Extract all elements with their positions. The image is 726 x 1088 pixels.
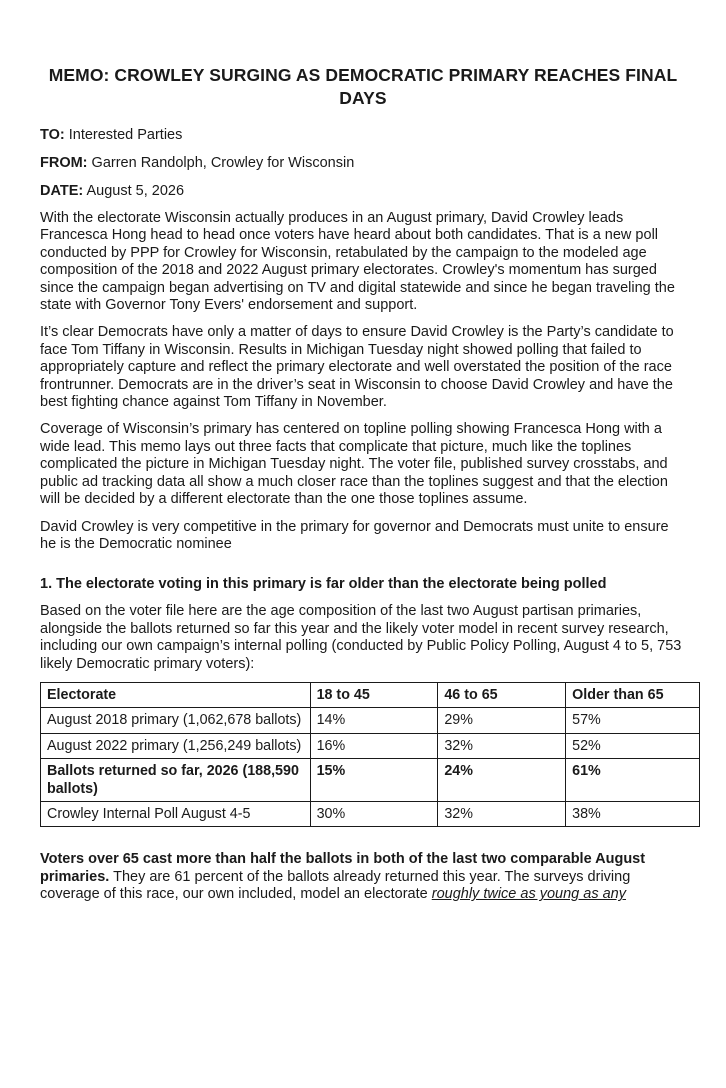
- paragraph-michigan: It’s clear Democrats have only a matter of days to ensure David Crowley is the Party’s candidate to face Tom Tiffany in Wisconsin. Results in Michigan Tuesday night showed polling that failed to appropriately capture and reflect the primary electorate and well overstated the position of the race frontrunner. Democrats are in the driver’s seat in Wisconsin to choose David Crowley and have the best fighting chance against Tom Tiffany in November.: [40, 324, 674, 411]
- table-row: [41, 801, 700, 826]
- age-composition-table: [40, 682, 700, 827]
- table-cell: 57%: [566, 708, 700, 733]
- table-cell: Ballots returned so far, 2026 (188,590 ballots): [41, 759, 311, 802]
- closing-text: They are 61 percent of the ballots already returned this year. The surveys driving coverage of this race, our own included, model an electorate: [40, 868, 631, 903]
- table-cell: August 2018 primary (1,062,678 ballots): [41, 708, 311, 733]
- section-1-intro: Based on the voter file here are the age composition of the last two August partisan primaries, alongside the ballots returned so far this year and the likely voter model in recent survey research, including our own campaign’s internal polling (conducted by Public Policy Polling, August 4 to 5, 753 likely Democratic primary voters):: [40, 603, 682, 672]
- to-label: TO:: [40, 127, 65, 143]
- table-cell: 52%: [566, 733, 700, 758]
- memo-page: [0, 64, 726, 1088]
- from-value: Garren Randolph, Crowley for Wisconsin: [87, 155, 355, 171]
- memo-title: MEMO: CROWLEY SURGING AS DEMOCRATIC PRIMARY REACHES FINAL DAYS: [48, 65, 678, 108]
- paragraph-conclusion: David Crowley is very competitive in the primary for governor and Democrats must unite to ensure he is the Democratic nominee: [40, 518, 669, 552]
- memo-from-line: [40, 154, 686, 172]
- table-cell: 30%: [310, 801, 438, 826]
- date-label: DATE:: [40, 183, 84, 199]
- table-cell: 32%: [438, 733, 566, 758]
- table-cell: 14%: [310, 708, 438, 733]
- table-cell: 16%: [310, 733, 438, 758]
- closing-bold-text: Voters over 65 cast more than half the ballots in both of the last two comparable August primaries.: [40, 851, 646, 885]
- paragraph-lead: With the electorate Wisconsin actually produces in an August primary, David Crowley leads Francesca Hong head to head once voters have heard about both candidates. That is a new poll conducted by PPP for Crowley for Wisconsin, retabulated by the campaign to the modeled age composition of the 2018 and 2022 August primary electorates. Crowley's momentum has surged since the campaign began advertising on TV and digital statewide and since he began traveling the state with Governor Tony Evers' endorsement and support.: [40, 210, 675, 314]
- header-46-to-65: 46 to 65: [438, 682, 566, 707]
- from-label: FROM:: [40, 155, 88, 171]
- table-row: [41, 733, 700, 758]
- table-header-row: [41, 682, 700, 707]
- table-cell: 32%: [438, 801, 566, 826]
- table-cell: 29%: [438, 708, 566, 733]
- table-row-highlight: [41, 759, 700, 802]
- memo-date-line: [40, 182, 686, 200]
- paragraph-coverage: Coverage of Wisconsin’s primary has centered on topline polling showing Francesca Hong with a wide lead. This memo lays out three facts that complicate that picture, much like the toplines complicated the picture in Michigan Tuesday night. The voter file, published survey crosstabs, and public ad tracking data all show a much closer race than the toplines suggest and that the election will be decided by a different electorate than the one those toplines assume.: [40, 421, 668, 508]
- closing-emphasis: roughly twice as young as any: [431, 886, 626, 903]
- to-value: Interested Parties: [64, 127, 183, 143]
- closing-paragraph: [40, 851, 686, 903]
- table-cell: 38%: [566, 801, 700, 826]
- header-electorate: Electorate: [41, 682, 311, 707]
- table-cell: 15%: [310, 759, 438, 802]
- date-value: August 5, 2026: [83, 183, 185, 199]
- section-1-heading: 1. The electorate voting in this primary is far older than the electorate being polled: [40, 576, 607, 593]
- header-18-to-45: 18 to 45: [310, 682, 438, 707]
- memo-to-line: [40, 126, 686, 144]
- table-cell: August 2022 primary (1,256,249 ballots): [41, 733, 311, 758]
- table-cell: 61%: [566, 759, 700, 802]
- table-row: [41, 708, 700, 733]
- table-cell: 24%: [438, 759, 566, 802]
- table-cell: Crowley Internal Poll August 4-5: [41, 801, 311, 826]
- header-older-than-65: Older than 65: [566, 682, 700, 707]
